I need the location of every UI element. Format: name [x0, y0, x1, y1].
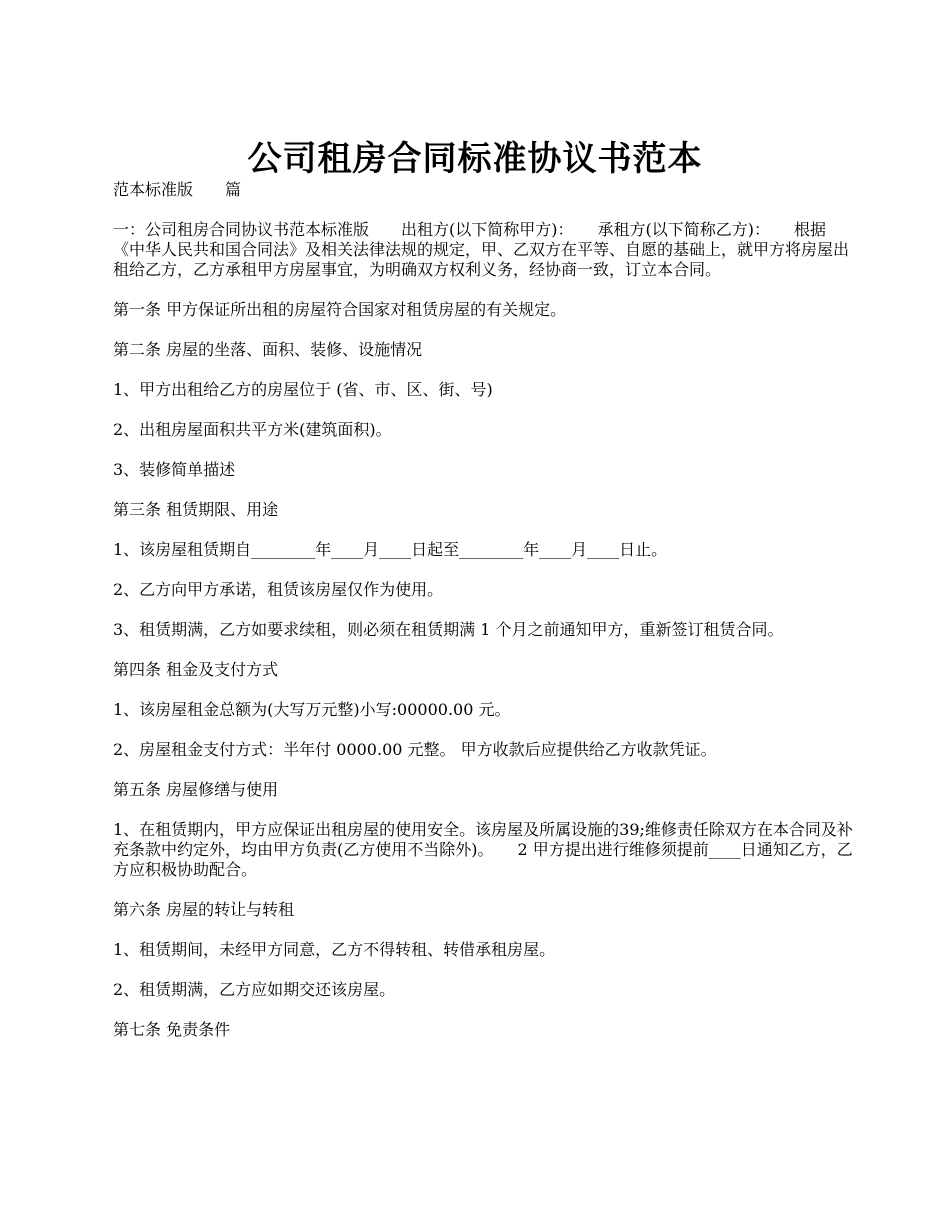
paragraph-version: 范本标准版 篇 [113, 180, 242, 199]
article-1-heading: 第一条 甲方保证所出租的房屋符合国家对租赁房屋的有关规定。 [113, 300, 567, 319]
article-4-heading: 第四条 租金及支付方式 [113, 660, 279, 679]
article-3-item-3: 3、租赁期满，乙方如要求续租，则必须在租赁期满 1 个月之前通知甲方，重新签订租赁合同。 [113, 620, 784, 639]
article-4-item-2: 2、房屋租金支付方式：半年付 0000.00 元整。 甲方收款后应提供给乙方收款凭证。 [113, 740, 717, 759]
article-3-item-2: 2、乙方向甲方承诺，租赁该房屋仅作为使用。 [113, 580, 444, 599]
article-6-item-1: 1、租赁期间，未经甲方同意，乙方不得转租、转借承租房屋。 [113, 940, 556, 959]
article-2-item-2: 2、出租房屋面积共平方米(建筑面积)。 [113, 420, 392, 439]
article-2-heading: 第二条 房屋的坐落、面积、装修、设施情况 [113, 340, 423, 359]
article-3-item-1: 1、该房屋租赁期自________年____月____日起至________年____月____日止。 [113, 540, 668, 559]
article-3-heading: 第三条 租赁期限、用途 [113, 500, 279, 519]
article-5-item-1: 1、在租赁期内，甲方应保证出租房屋的使用安全。该房屋及所属设施的39;维修责任除双方在本合同及补充条款中约定外，均由甲方负责(乙方使用不当除外)。 2 甲方提出进行维修须提前____日通知乙方，乙方应积极协助配合。 [113, 820, 853, 879]
paragraph-intro: 一：公司租房合同协议书范本标准版 出租方(以下简称甲方)： 承租方(以下简称乙方)： 根据《中华人民共和国合同法》及相关法律法规的规定，甲、乙双方在平等、自愿的基础上，就甲方将房屋出租给乙方，乙方承租甲方房屋事宜，为明确双方权利义务，经协商一致，订立本合同。 [113, 220, 850, 279]
article-5-heading: 第五条 房屋修缮与使用 [113, 780, 279, 799]
article-6-heading: 第六条 房屋的转让与转租 [113, 900, 295, 919]
document-body [113, 180, 853, 1060]
article-2-item-3: 3、装修简单描述 [113, 460, 236, 479]
article-2-item-1: 1、甲方出租给乙方的房屋位于 (省、市、区、街、号) [113, 380, 493, 399]
document-title: 公司租房合同标准协议书范本 [247, 138, 703, 179]
article-7-heading: 第七条 免责条件 [113, 1020, 231, 1039]
article-4-item-1: 1、该房屋租金总额为(大写万元整)小写:00000.00 元。 [113, 700, 511, 719]
article-6-item-2: 2、租赁期满，乙方应如期交还该房屋。 [113, 980, 396, 999]
